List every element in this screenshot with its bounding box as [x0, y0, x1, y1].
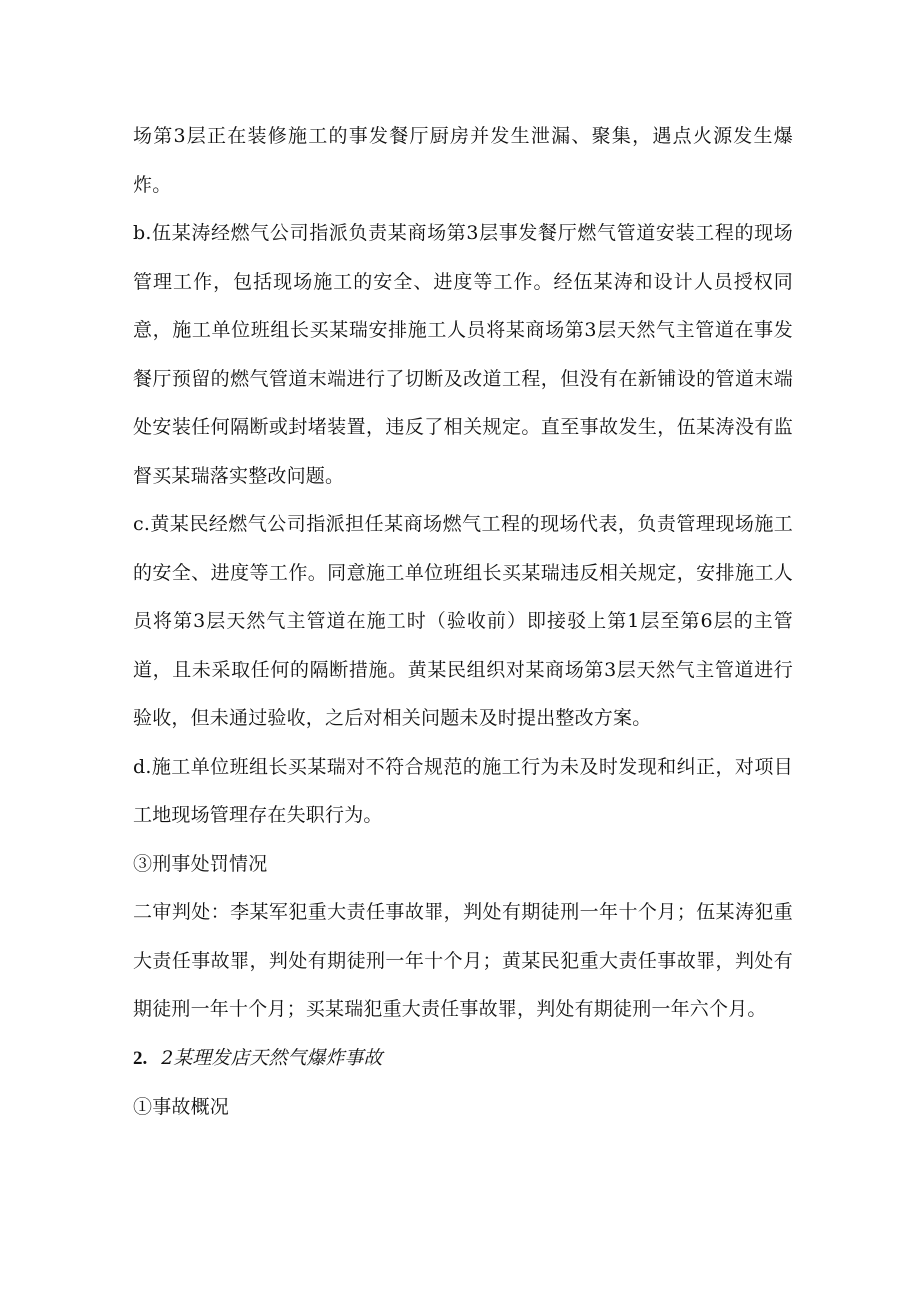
subheading-criminal-penalty: ③刑事处罚情况 — [133, 852, 268, 875]
paragraph-item-d: d.施工单位班组长买某瑞对不符合规范的施工行为未及时发现和纠正，对项目工地现场管理存在失职行为。 — [133, 755, 793, 826]
section-title: 2某理发店天然气爆炸事故 — [161, 1046, 383, 1069]
document-page — [133, 112, 793, 1132]
section-heading — [133, 1034, 793, 1084]
paragraph-verdict: 二审判处：李某军犯重大责任事故罪，判处有期徒刑一年十个月；伍某涛犯重大责任事故罪，判处有期徒刑一年十个月；黄某民犯重大责任事故罪，判处有期徒刑一年十个月；买某瑞犯重大责任事故罪，判处有期徒刑一年六个月。 — [133, 901, 793, 1020]
paragraph-explosion-cause: 场第3层正在装修施工的事发餐厅厨房并发生泄漏、聚集，遇点火源发生爆炸。 — [133, 125, 793, 196]
paragraph-item-b: b.伍某涛经燃气公司指派负责某商场第3层事发餐厅燃气管道安装工程的现场管理工作，包括现场施工的安全、进度等工作。经伍某涛和设计人员授权同意，施工单位班组长买某瑞安排施工人员将某商场第3层天然气主管道在事发餐厅预留的燃气管道末端进行了切断及改道工程，但没有在新铺设的管道末端处安装任何隔断或封堵装置，违反了相关规定。直至事故发生，伍某涛没有监督买某瑞落实整改问题。 — [133, 222, 793, 487]
subheading-accident-overview: ①事故概况 — [133, 1096, 230, 1118]
section-number: 2. — [133, 1047, 148, 1069]
paragraph-item-c: c.黄某民经燃气公司指派担任某商场燃气工程的现场代表，负责管理现场施工的安全、进度等工作。同意施工单位班组长买某瑞违反相关规定，安排施工人员将第3层天然气主管道在施工时（验收前）即接驳上第1层至第6层的主管道，且未采取任何的隔断措施。黄某民组织对某商场第3层天然气主管道进行验收，但未通过验收，之后对相关问题未及时提出整改方案。 — [133, 513, 793, 729]
